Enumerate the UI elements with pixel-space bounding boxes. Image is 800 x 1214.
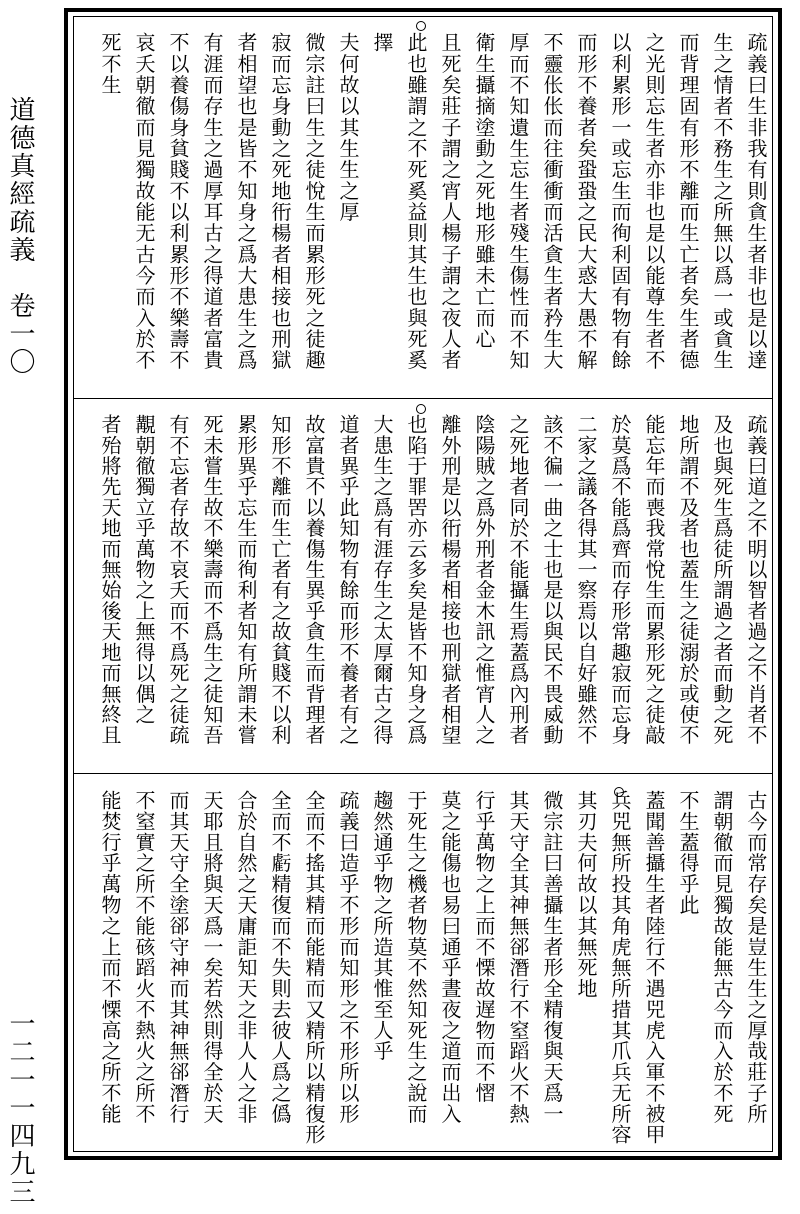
text-column: 合於自然之天庸詎知天之非人人之非 [234,790,258,1125]
text-column: 謂朝徹而見獨故能無古今而入於不死 [710,790,734,1125]
text-column: 哀夭朝徹而見獨故能无古今而入於不 [132,32,156,371]
text-column: 疏義曰造乎不形而知形之不形所以形 [336,790,360,1125]
text-column: 天耶且將與天爲一矣若然則得全於天 [200,790,224,1125]
text-column: 生之情者不務生之所無以爲一或貪生 [710,32,734,371]
text-column: 二家之議各得其一察焉以自好雖然不 [574,414,598,746]
text-column: 趨然通乎物之所造其惟至人乎 [370,790,394,1062]
margin-title: 道德真經疏義 卷一〇 [5,96,35,376]
text-column: 而其天守全塗郤守神而其神無郤潛行 [166,790,190,1125]
text-column: 有涯而存生之過厚耳古之得道者富貴 [200,32,224,371]
text-column: 死不生 [98,32,122,96]
text-column: 以利累形一或忘生而徇利固有物有餘 [608,32,632,371]
text-column: 大患生之爲有涯存生之太厚爾古之得 [370,414,394,746]
text-column: 全而不搖其精而能精而又精所以精復形 [302,790,326,1145]
text-column: 累形異乎忘生而徇利者知有所謂未嘗 [234,414,258,746]
text-column: 衛生攝摘塗動之死地形雖未亡而心 [472,32,496,350]
text-column: 蓋聞善攝生者陸行不遇兕虎入軍不被甲 [642,790,666,1145]
text-column: 者相望也是皆不知身之爲大患生之爲 [234,32,258,371]
text-column: 擇 [370,32,394,54]
text-column: 離外刑是以衎楊者相接也刑獄者相望 [438,414,462,746]
text-column: 夫何故以其生生之厚 [336,32,360,223]
text-column: 于死生之機者物莫不然知死生之說而 [404,790,428,1125]
circle-mark-1 [416,21,426,31]
text-column: 其刃夫何故以其無死地 [574,790,598,999]
circle-mark-2 [416,404,426,414]
register-divider-1 [73,398,773,399]
text-column: 故富貴不以養傷生異乎貪生而背理者 [302,414,326,746]
middle-register [88,414,768,766]
text-column: 兵兕無所投其角虎無所措其爪兵无所容 [608,790,632,1145]
text-column: 知形不離而生亡者有之故貧賤不以利 [268,414,292,746]
text-column: 不靈伥伥而往衝衝而活貪生者矜生大 [540,32,564,371]
text-column: 之死地者同於不能攝生焉蓋爲內刑者 [506,414,530,746]
text-column: 而背理固有形不離而生亡者矣生者德 [676,32,700,371]
text-column: 者殆將先天地而無始後天地而無終且 [98,414,122,746]
text-column: 有不忘者存故不哀夭而不爲死之徒疏 [166,414,190,746]
text-column: 不生蓋得乎此 [676,790,700,916]
text-column: 微宗註曰善攝生者形全精復與天爲一 [540,790,564,1125]
text-column: 道者異乎此知物有餘而形不養者有之 [336,414,360,746]
text-column: 覯朝徹獨立乎萬物之上無得以偶之 [132,414,156,725]
text-column: 厚而不知遺生忘生者殘生傷性而不知 [506,32,530,371]
text-column: 能焚行乎萬物之上而不慄高之所不能 [98,790,122,1125]
text-column: 陰陽賊之爲外刑者金木訊之惟宵人之 [472,414,496,746]
text-column: 行乎萬物之上而不慄故遅物而不慴 [472,790,496,1104]
text-column: 此也雖謂之不死奚益則其生也與死奚 [404,32,428,371]
lower-register [88,790,768,1145]
text-column: 全而不虧精復而不失則去彼人爲之僞 [268,790,292,1125]
text-column: 其天守全其神無郤潛行不窒蹈火不熱 [506,790,530,1125]
text-column: 疏義曰道之不明以智者過之不肖者不 [744,414,768,746]
text-column: 於莫爲不能爲齊而存形常趣寂而忘身 [608,414,632,746]
text-column: 不以養傷身貧賤不以利累形不樂壽不 [166,32,190,371]
text-column: 之光則忘生者亦非也是以能尊生者不 [642,32,666,371]
text-column: 疏義曰生非我有則貪生者非也是以達 [744,32,768,371]
text-column: 寂而忘身動之死地衎楊者相接也刑獄 [268,32,292,371]
text-column: 不窒實之所不能硋蹈火不熱火之所不 [132,790,156,1125]
text-column: 也陷于罪罟亦云多矣是皆不知身之爲 [404,414,428,746]
margin-page-number: 一二一一四九三 [5,1010,35,1206]
text-column: 且死矣莊子謂之宵人楊子謂之夜人者 [438,32,462,371]
text-column: 該不徧一曲之士也是以與民不畏威動 [540,414,564,746]
text-column: 古今而常存矣是豈生生之厚哉莊子所 [744,790,768,1125]
text-column: 能忘年而喪我常悅生而累形死之徒敲 [642,414,666,746]
text-column: 而形不養者矣蛩蛩之民大惑大愚不解 [574,32,598,371]
register-divider-2 [73,773,773,774]
text-column: 及也與死生爲徒所謂過之者而動之死 [710,414,734,746]
upper-register [88,32,768,392]
text-column: 莫之能傷也易曰通乎晝夜之道而出入 [438,790,462,1125]
text-column: 死未嘗生故不樂壽而不爲生之徒知吾 [200,414,224,746]
text-column: 微宗註曰生之徒悅生而累形死之徒趣 [302,32,326,371]
text-column: 地所謂不及者也蓋生之徒溺於或使不 [676,414,700,746]
